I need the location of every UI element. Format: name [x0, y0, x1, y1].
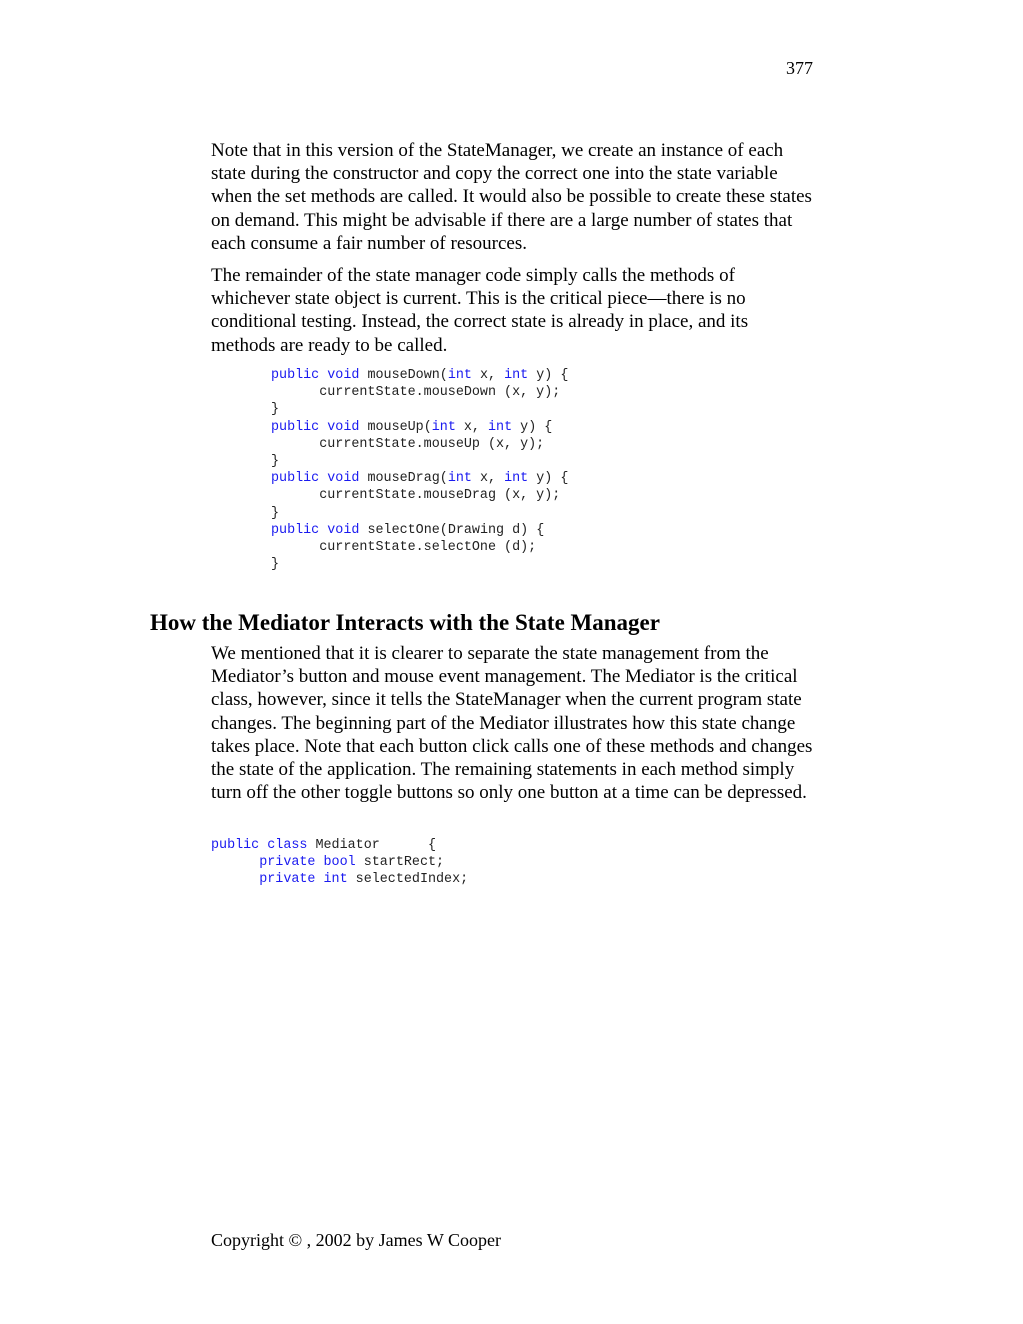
code-line: [271, 505, 568, 522]
code-block-state-manager: [271, 367, 568, 573]
code-text: }: [271, 505, 280, 521]
code-text: selectedIndex;: [347, 872, 469, 887]
code-text: }: [271, 402, 280, 418]
section-heading: How the Mediator Interacts with the State Manager: [150, 610, 660, 635]
code-line: [211, 837, 468, 854]
code-text: currentState.selectOne (d);: [271, 540, 537, 556]
code-keyword: private: [259, 872, 316, 887]
code-keyword: public: [271, 419, 320, 435]
code-keyword: void: [327, 368, 360, 383]
code-line: [271, 419, 568, 436]
code-text: startRect;: [355, 855, 445, 870]
code-line: [271, 453, 568, 470]
code-keyword: void: [327, 522, 360, 538]
page-number: 377: [786, 58, 813, 78]
code-keyword: void: [327, 471, 360, 487]
code-text: x,: [471, 368, 505, 383]
code-text: y) {: [512, 419, 553, 435]
code-keyword: int: [323, 872, 348, 887]
code-keyword: int: [488, 419, 513, 435]
code-line: [271, 470, 568, 487]
code-keyword: int: [447, 368, 472, 383]
code-line: [271, 436, 568, 453]
code-text: [315, 872, 323, 887]
code-text: mouseDrag(: [359, 471, 448, 487]
code-text: }: [271, 557, 280, 573]
code-line: [271, 556, 568, 573]
code-keyword: private: [259, 855, 316, 870]
code-line: [271, 384, 568, 401]
code-text: currentState.mouseDown (x, y);: [271, 385, 561, 401]
code-line: [271, 522, 568, 539]
paragraph-state-instances: Note that in this version of the StateManager, we create an instance of each state during the constructor and copy the correct one into the state variable when the set methods are called. It would also be possible to create these states on demand. This might be advisable if there are a large number of states that each consume a fair number of resources.: [211, 140, 812, 254]
code-text: x,: [471, 471, 505, 487]
code-text: currentState.mouseDrag (x, y);: [271, 488, 561, 504]
code-text: [211, 872, 259, 887]
code-text: y) {: [528, 368, 569, 383]
code-keyword: bool: [323, 855, 356, 870]
code-line: [271, 367, 568, 384]
code-text: }: [271, 454, 280, 470]
code-keyword: public: [271, 522, 320, 538]
code-line: [271, 539, 568, 556]
code-line: [211, 854, 468, 871]
code-text: selectOne(Drawing d) {: [359, 522, 545, 538]
code-keyword: int: [504, 368, 529, 383]
code-keyword: int: [504, 471, 529, 487]
code-keyword: public: [271, 471, 320, 487]
code-text: currentState.mouseUp (x, y);: [271, 436, 545, 452]
code-keyword: int: [447, 471, 472, 487]
code-text: mouseUp(: [359, 419, 432, 435]
code-keyword: class: [267, 838, 308, 853]
code-line: [271, 487, 568, 504]
paragraph-mediator-description: We mentioned that it is clearer to separate the state management from the Mediator’s button and mouse event management. The Mediator is the critical class, however, since it tells the StateManager when the current program state changes. The beginning part of the Mediator illustrates how this state change takes place. Note that each button click calls one of these methods and changes the state of the application. The remaining statements in each method simply turn off the other toggle buttons so only one button at a time can be depressed.: [211, 643, 813, 804]
code-text: y) {: [528, 471, 569, 487]
copyright-footer: Copyright © , 2002 by James W Cooper: [211, 1230, 501, 1250]
code-keyword: int: [431, 419, 456, 435]
paragraph-state-manager-calls: The remainder of the state manager code simply calls the methods of whichever state object is current. This is the critical piece—there is no conditional testing. Instead, the correct state is already in place, and its methods are ready to be called.: [211, 265, 749, 356]
code-keyword: public: [271, 368, 320, 383]
code-keyword: public: [211, 838, 260, 853]
code-line: [211, 871, 468, 888]
code-keyword: void: [327, 419, 360, 435]
code-text: [315, 855, 323, 870]
code-text: mouseDown(: [359, 368, 448, 383]
code-text: Mediator {: [307, 838, 437, 853]
code-block-mediator: [211, 837, 468, 888]
code-line: [271, 401, 568, 418]
code-text: [211, 855, 259, 870]
code-text: x,: [455, 419, 489, 435]
